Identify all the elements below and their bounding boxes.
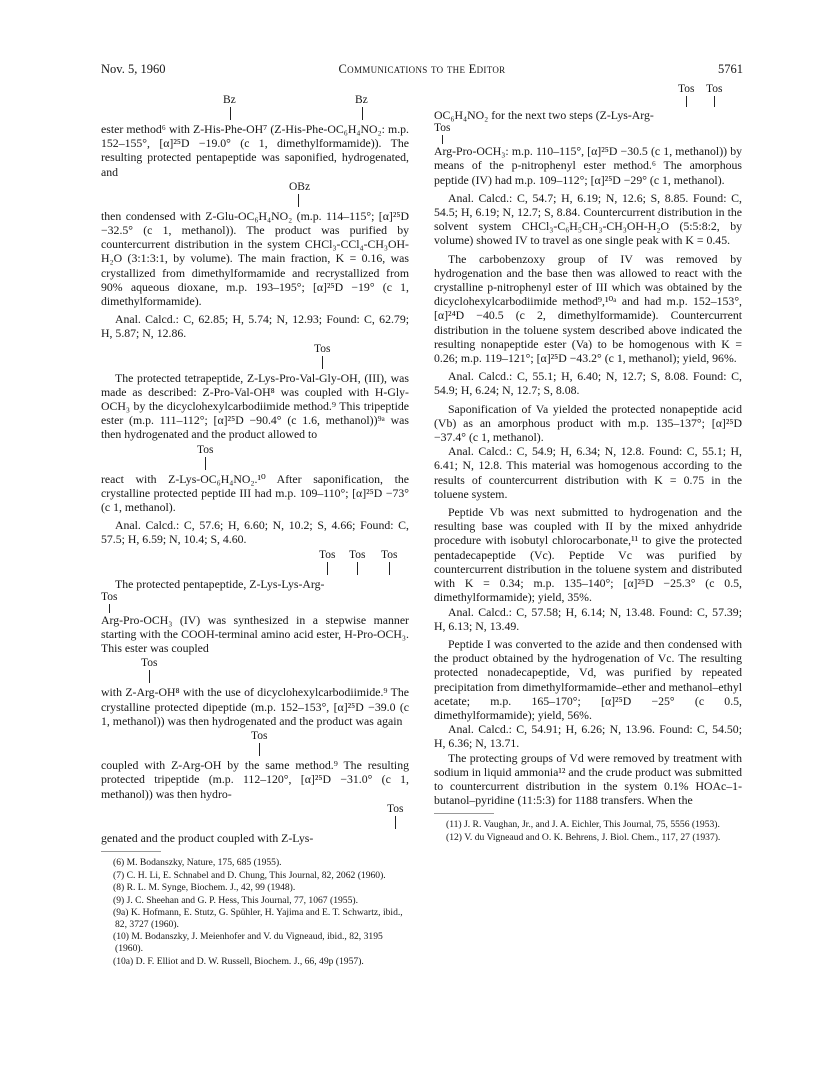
substituent-label: Tos — [678, 83, 695, 95]
footnote: (6) M. Bodanszky, Nature, 175, 685 (1955). — [113, 856, 282, 868]
footnotes — [434, 819, 742, 843]
structure-label — [101, 547, 409, 577]
footnote: (10) M. Bodanszky, J. Meienhofer and V. du Vigneaud, ibid., 82, 3195 (1960). — [113, 931, 383, 955]
substituent-label: Tos — [381, 548, 398, 561]
substituent-label: OBz — [289, 180, 311, 193]
footnote: (9) J. C. Sheehan and G. P. Hess, This Journal, 77, 1067 (1955). — [113, 894, 358, 906]
structure-label — [101, 591, 409, 613]
paragraph: The protected tetrapeptide, Z-Lys-Pro-Val-Gly-OH, (III), was made as described: Z-Pro-Val-OH⁸ was coupled with H-Gly-OCH₃ by the dicyclohexylcarbodiimide method.⁹ This tripeptide ester (m.p. 111–112°; [α]²⁵D −90.4° (c 1.6, methanol))⁹ᵃ was then hydrogenated and the product allowed to — [101, 370, 409, 442]
footnote: (12) V. du Vigneaud and O. K. Behrens, J. Biol. Chem., 117, 27 (1937). — [446, 831, 721, 843]
structure-label — [101, 442, 409, 472]
substituent-label: Tos — [349, 548, 366, 561]
structure-label — [434, 83, 742, 108]
paragraph: react with Z-Lys-OC₆H₄NO₂.¹⁰ After saponification, the crystalline protected peptide III had m.p. 109–110°; [α]²⁵D −73° (c 1, methanol). — [101, 471, 409, 515]
footnote: (8) R. L. M. Synge, Biochem. J., 42, 99 (1948). — [113, 882, 296, 894]
paragraph: OC₆H₄NO₂ for the next two steps (Z-Lys-Arg- — [434, 108, 654, 122]
running-header — [101, 62, 743, 78]
left-column — [101, 92, 409, 968]
substituent-label: Tos — [197, 443, 214, 456]
footnote: (7) C. H. Li, E. Schnabel and D. Chung, This Journal, 82, 2062 (1960). — [113, 869, 386, 881]
issue-date: Nov. 5, 1960 — [101, 62, 166, 76]
structure-label — [101, 728, 409, 758]
paragraph: The carbobenzoxy group of IV was removed by hydrogenation and the base then was allowed to react with the crystalline p-nitrophenyl ester of III which was obtained by the dicyclohexylcarbodiimide method⁹,¹⁰ᵃ and had m.p. 152–153°, [α]²⁴D −40.5 (c 2, dimethylformamide). Countercurrent distribution in the toluene system described above indicated the resulting nonapeptide ester (Va) to be homogenous with K = 0.26; m.p. 119–121°; [α]²⁵D −43.2° (c 1, methanol); yield, 96%. — [434, 251, 742, 366]
structure-label — [101, 801, 409, 831]
paragraph: with Z-Arg-OH⁸ with the use of dicyclohexylcarbodiimide.⁹ The crystalline protected dipeptide (m.p. 152–153°, [α]²⁵D −39.0 (c 1, methanol)) was then hydrogenated and the product was again — [101, 685, 409, 728]
substituent-label: Tos — [314, 342, 331, 355]
structure-label — [434, 122, 742, 144]
paragraph: Peptide I was converted to the azide and then condensed with the product obtained by the hydrogenation of Vc. The resulting protected nonadecapeptide, Vd, was purified by repeated precipitation from dimethylformamide–ether and methanol–ethyl acetate; m.p. 165–170°; [α]²⁵D −25° (c 0.5, dimethylformamide); yield, 56%. — [434, 636, 742, 722]
footnote: (11) J. R. Vaughan, Jr., and J. A. Eichler, This Journal, 75, 5556 (1953). — [446, 819, 720, 831]
analysis-line: Anal. Calcd.: C, 55.1; H, 6.40; N, 12.7; S, 8.08. Found: C, 54.9; H, 6.24; N, 12.7; S, 8.08. — [434, 369, 742, 398]
substituent-label: Tos — [706, 83, 723, 95]
paragraph: The protecting groups of Vd were removed by treatment with sodium in liquid ammonia¹² and the crude product was submitted to countercurrent distribution in the system 0.1% HOAc–1-butanol–pyridine (11:5:3) for 1188 transfers. When the — [434, 750, 742, 808]
paragraph: The protected pentapeptide, Z-Lys-Lys-Arg- — [115, 576, 325, 591]
analysis-line: Anal. Calcd.: C, 57.58; H, 6.14; N, 13.48. Found: C, 57.39; H, 6.13; N, 13.49. — [434, 604, 742, 633]
right-column — [434, 83, 742, 845]
analysis-line: Anal. Calcd.: C, 54.9; H, 6.34; N, 12.8. Found: C, 55.1; H, 6.41; N, 12.8. This material was homogenous according to the results of countercurrent distribution with K = 0.75 in the toluene system. — [434, 444, 742, 501]
substituent-label: Tos — [387, 802, 404, 815]
substituent-label: Tos — [319, 548, 336, 561]
paragraph: Arg-Pro-OCH₃: m.p. 110–115°, [α]²⁵D −30.5 (c 1, methanol)) by means of the p-nitrophenyl ester method.⁶ The amorphous peptide (IV) had m.p. 109–112°; [α]²⁵D −29° (c 1, methanol). — [434, 144, 742, 187]
footnote: (10a) D. F. Elliot and D. W. Russell, Biochem. J., 66, 49p (1957). — [113, 955, 364, 967]
footnote: (9a) K. Hofmann, E. Stutz, G. Spühler, H. Yajima and E. T. Schwartz, ibid., 82, 3727 (1960). — [113, 907, 403, 930]
journal-section-title: Communications to the Editor — [338, 62, 506, 76]
paragraph: genated and the product coupled with Z-Lys- — [101, 830, 314, 845]
analysis-line: Anal. Calcd.: C, 54.91; H, 6.26; N, 13.96. Found: C, 54.50; H, 6.36; N, 13.71. — [434, 722, 742, 751]
page-number: 5761 — [718, 62, 743, 76]
substituent-label: Tos — [251, 730, 268, 743]
structure-label — [101, 341, 409, 371]
footnotes — [101, 857, 409, 967]
substituent-label: Bz — [223, 94, 236, 106]
paragraph: Arg-Pro-OCH₃ (IV) was synthesized in a stepwise manner starting with the COOH-terminal amino acid ester, H-Pro-OCH₃. This ester was coupled — [101, 612, 409, 656]
analysis-line: Anal. Calcd.: C, 54.7; H, 6.19; N, 12.6; S, 8.85. Found: C, 54.5; H, 6.19; N, 12.7; S, 8.84. Countercurrent distribution in the solvent system CHCl₃-C₆H₅CH₃-CH₃OH-H₂O (5:5:8:2, by volume) showed IV to travel as one single peak with K = 0.45. — [434, 190, 742, 248]
structure-label — [101, 92, 409, 122]
paragraph: ester method⁶ with Z-His-Phe-OH⁷ (Z-His-Phe-OC₆H₄NO₂: m.p. 152–155°, [α]²⁵D −19.0° (c 1, dimethylformamide)). The resulting protected pentapeptide was saponified, hydrogenated, and — [101, 122, 409, 179]
structure-label — [101, 655, 409, 685]
substituent-label: Bz — [355, 94, 368, 106]
paragraph: Peptide Vb was next submitted to hydrogenation and the resulting base was coupled with II by the mixed anhydride procedure with isobutyl chlorocarbonate,¹¹ to give the protected pentadecapeptide (Vc). Peptide Vc was purified by countercurrent distribution in the toluene system and distributed with K = 0.34; m.p. 135–140°; [α]²⁵D −25.3° (c 0.5, dimethylformamide); yield, 35%. — [434, 505, 742, 605]
analysis-line: Anal. Calcd.: C, 62.85; H, 5.74; N, 12.93; Found: C, 62.79; H, 5.87; N, 12.86. — [101, 312, 409, 341]
substituent-label: Tos — [141, 657, 158, 670]
analysis-line: Anal. Calcd.: C, 57.6; H, 6.60; N, 10.2; S, 4.66; Found: C, 57.5; H, 6.59; N, 10.4; S, 4.60. — [101, 518, 409, 547]
paragraph: then condensed with Z-Glu-OC₆H₄NO₂ (m.p. 114–115°; [α]²⁵D −32.5° (c 1, methanol)). The product was purified by countercurrent distribution in the system CHCl₃-CCl₄-CH₃OH-H₂O (3:1:3:1, by volume). The main fraction, K = 0.16, was crystallized from dimethylformamide and recrystallized from 90% aqueous dioxane, m.p. 193–195°; [α]²⁵D −19° (c 1, dimethylformamide). — [101, 208, 409, 309]
substituent-label: Tos — [101, 590, 118, 603]
structure-label — [101, 179, 409, 209]
substituent-label: Tos — [434, 122, 451, 135]
paragraph: coupled with Z-Arg-OH by the same method.⁹ The resulting protected tripeptide (m.p. 112–120°, [α]²⁵D −31.0° (c 1, methanol)) was then hydro- — [101, 758, 409, 801]
paragraph: Saponification of Va yielded the protected nonapeptide acid (Vb) as an amorphous product with m.p. 135–137°; [α]²⁵D −37.4° (c 1, methanol). — [434, 401, 742, 445]
